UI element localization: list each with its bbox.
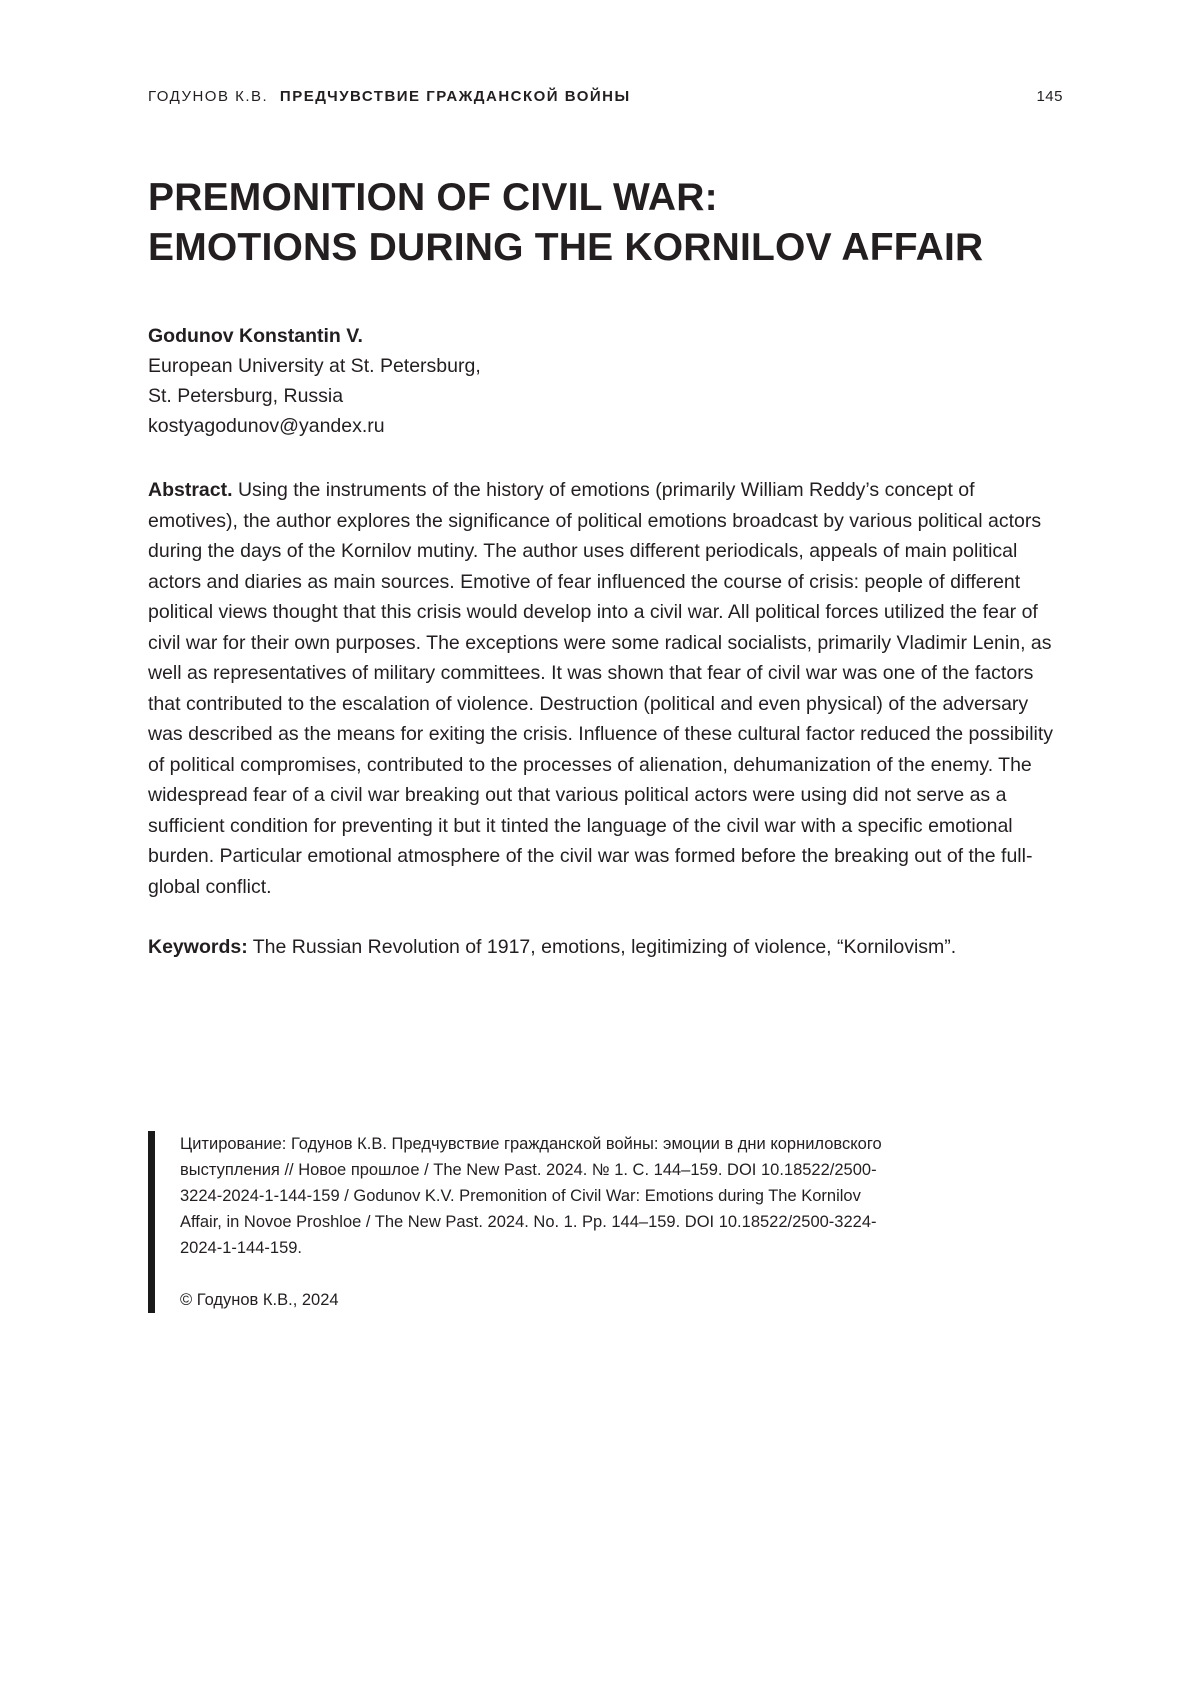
abstract-label: Abstract.	[148, 479, 233, 501]
keywords-label: Keywords:	[148, 936, 248, 958]
running-head	[148, 88, 1063, 105]
keywords-paragraph	[148, 932, 1063, 963]
article-title-line1: PREMONITION OF CIVIL WAR:	[148, 176, 718, 219]
author-email: kostyagodunov@yandex.ru	[148, 415, 385, 437]
running-head-title: ПРЕДЧУВСТВИЕ ГРАЖДАНСКОЙ ВОЙНЫ	[279, 88, 631, 105]
author-block	[148, 321, 1063, 441]
abstract-text: Using the instruments of the history of emotions (primarily William Reddy’s concept of emotives), the author explores the significance of political emotions broadcast by various political actors during the days of the Kornilov mutiny. The author uses different periodicals, appeals of main political actors and diaries as main sources. Emotive of fear influenced the course of crisis: people of different political views thought that this crisis would develop into a civil war. All political forces utilized the fear of civil war for their own purposes. The exceptions were some radical socialists, primarily Vladimir Lenin, as well as representatives of military committees. It was shown that fear of civil war was one of the factors that contributed to the escalation of violence. Destruction (political and even physical) of the adversary was described as the means for exiting the crisis. Influence of these cultural factor reduced the possibility of political compromises, contributed to the processes of alienation, dehumanization of the enemy. The widespread fear of a civil war breaking out that various political actors were using did not serve as a sufficient condition for preventing it but it tinted the language of the civil war with a specific emotional burden. Particular emotional atmosphere of the civil war was formed before the breaking out of the full- global conflict.	[148, 479, 1054, 898]
article-title	[148, 173, 1063, 273]
running-head-left	[148, 88, 631, 105]
abstract-paragraph	[148, 475, 1063, 902]
citation-text: Цитирование: Годунов К.В. Предчувствие гражданской войны: эмоции в дни корниловского выступления // Новое прошлое / The New Past. 2024. № 1. С. 144–159. DOI 10.18522/2500-3224-2024-1-144-159 / Godunov K.V. Premonition of Civil War: Emotions during The Kornilov Affair, in Novoe Proshloe / The New Past. 2024. No. 1. Pp. 144–159. DOI 10.18522/2500-3224-2024-1-144-159.	[180, 1134, 882, 1257]
author-affiliation-line1: European University at St. Petersburg,	[148, 355, 481, 377]
citation-block	[148, 1131, 1063, 1313]
page-content	[148, 88, 1063, 1313]
article-title-line2: EMOTIONS DURING THE KORNILOV AFFAIR	[148, 226, 984, 269]
running-head-author: ГОДУНОВ К.В.	[148, 88, 269, 105]
keywords-text: The Russian Revolution of 1917, emotions, legitimizing of violence, “Kornilovism”.	[247, 936, 957, 958]
citation-copyright: © Годунов К.В., 2024	[180, 1290, 339, 1309]
author-affiliation-line2: St. Petersburg, Russia	[148, 385, 344, 407]
page-number: 145	[1036, 88, 1063, 105]
author-name: Godunov Konstantin V.	[148, 325, 363, 347]
